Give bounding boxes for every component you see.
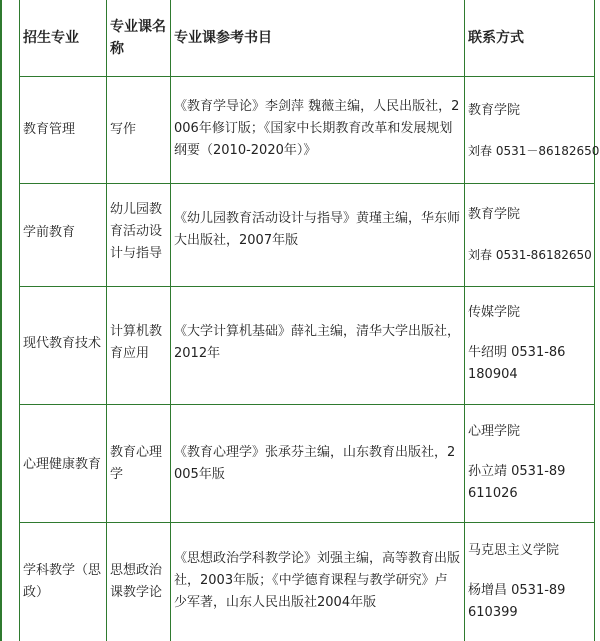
- table-border-left: [19, 0, 20, 641]
- row2-dept: 教育学院: [468, 207, 521, 222]
- row1-major: 教育管理: [23, 122, 76, 137]
- row-divider-3: [19, 404, 594, 405]
- row4-dept: 心理学院: [468, 424, 521, 439]
- table-left-edge: [0, 0, 2, 641]
- row1-person: 刘春 0531－86182650: [468, 144, 600, 158]
- row1-course: 写作: [110, 122, 137, 137]
- row2-books: 《幼儿园教育活动设计与指导》黄瑾主编，华东师大出版社，2007年版: [174, 211, 461, 248]
- header-books: 专业课参考书目: [174, 30, 272, 46]
- row-divider-2: [19, 286, 594, 287]
- row-divider-header: [19, 76, 594, 77]
- header-major: 招生专业: [23, 30, 79, 46]
- row2-person: 刘春 0531-86182650: [468, 248, 592, 262]
- column-divider-1: [106, 0, 107, 641]
- row4-person: 孙立靖 0531-89611026: [468, 464, 566, 501]
- row2-course: 幼儿园教育活动设计与指导: [110, 202, 163, 261]
- row5-books: 《思想政治学科教学论》刘强主编，高等教育出版社，2003年版；《中学德育课程与教学研究》卢少军著，山东人民出版社2004年版: [174, 551, 461, 610]
- row-divider-4: [19, 522, 594, 523]
- row-divider-1: [19, 183, 594, 184]
- header-course: 专业课名称: [110, 19, 166, 57]
- table-border-right: [594, 0, 595, 641]
- row1-dept: 教育学院: [468, 103, 521, 118]
- row5-course: 思想政治课教学论: [110, 563, 163, 600]
- row5-person: 杨增昌 0531-89610399: [468, 583, 566, 620]
- row4-major: 心理健康教育: [23, 457, 102, 472]
- row2-major: 学前教育: [23, 225, 76, 240]
- row3-major: 现代教育技术: [23, 336, 102, 351]
- row4-books: 《教育心理学》张承芬主编，山东教育出版社，2005年版: [174, 445, 456, 482]
- row3-person: 牛绍明 0531-86180904: [468, 345, 566, 382]
- row3-dept: 传媒学院: [468, 305, 521, 320]
- row5-major: 学科教学（思政）: [23, 563, 102, 600]
- row1-books: 《教育学导论》李剑萍 魏薇主编，人民出版社，2006年修订版；《国家中长期教育改革和发展规划纲要（2010-2020年）》: [174, 99, 460, 158]
- row4-course: 教育心理学: [110, 445, 163, 482]
- row5-dept: 马克思主义学院: [468, 543, 560, 558]
- row3-course: 计算机教育应用: [110, 324, 163, 361]
- column-divider-2: [170, 0, 171, 641]
- header-contact: 联系方式: [468, 30, 524, 46]
- row3-books: 《大学计算机基础》薛礼主编，清华大学出版社，2012年: [174, 324, 461, 361]
- column-divider-3: [464, 0, 465, 641]
